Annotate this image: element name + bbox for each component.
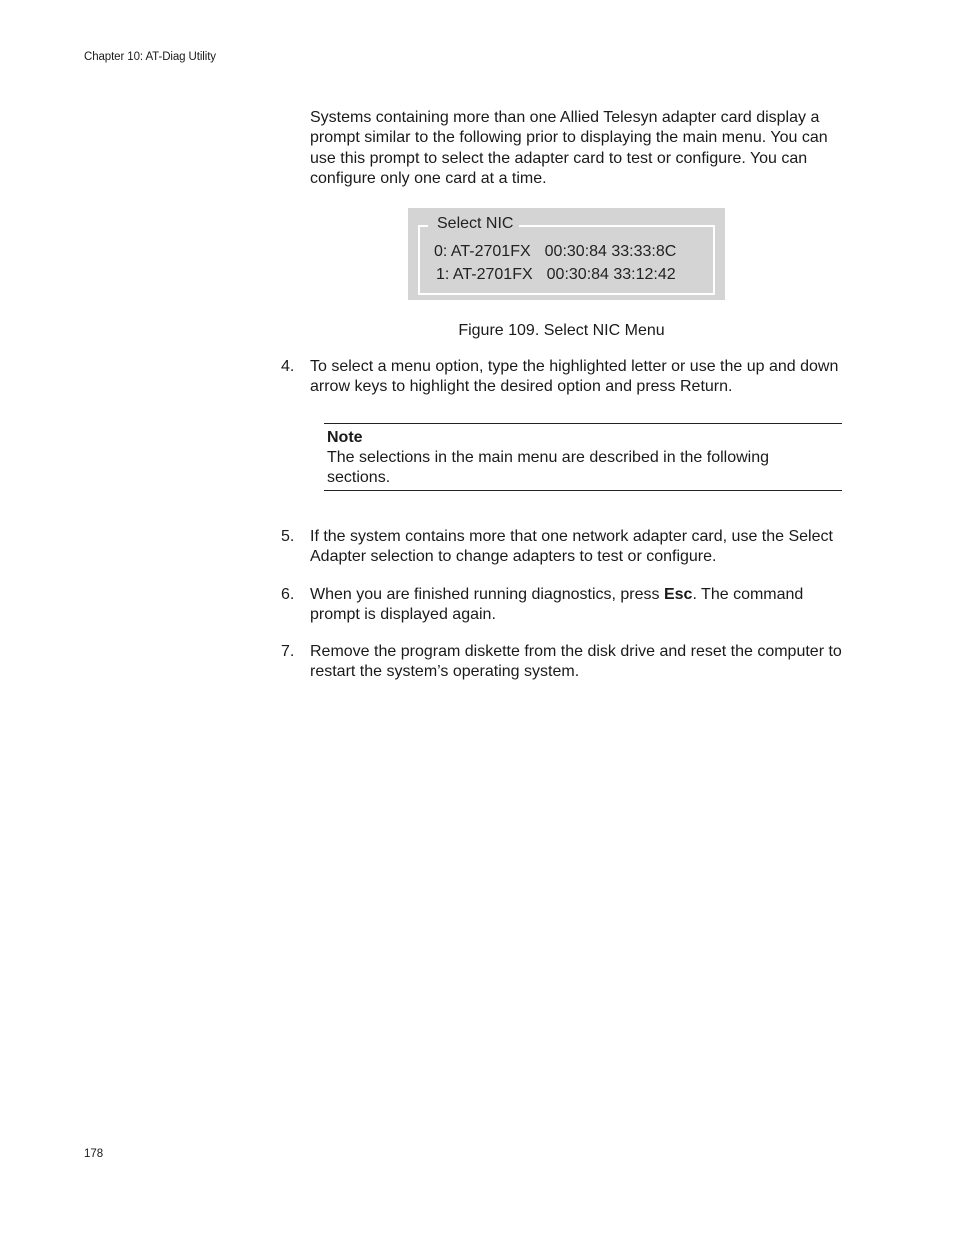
nic-row-0[interactable]: [434, 243, 676, 261]
step-5-number: 5.: [281, 528, 295, 545]
step-5-text: If the system contains more that one network adapter card, use the Select Adapter selection to change adapters to test or configure.: [310, 528, 833, 566]
page-number: 178: [84, 1148, 104, 1160]
step-6: [281, 585, 846, 626]
running-header: Chapter 10: AT-Diag Utility: [84, 51, 216, 63]
figure-caption: Figure 109. Select NIC Menu: [458, 322, 665, 339]
step-4: [281, 357, 846, 398]
nic-row-1-name: 1: AT-2701FX: [436, 266, 533, 283]
esc-key-label: Esc: [663, 586, 693, 603]
nic-row-1[interactable]: [436, 266, 676, 284]
select-nic-title: Select NIC: [428, 215, 519, 233]
nic-row-0-name: 0: AT-2701FX: [434, 243, 531, 260]
select-nic-figure: [408, 208, 725, 300]
step-6-text-before: When you are finished running diagnostics, press: [310, 586, 664, 603]
step-7-text: Remove the program diskette from the disk drive and reset the computer to restart the system’s operating system.: [310, 643, 842, 681]
step-7-number: 7.: [281, 643, 295, 660]
step-6-text-after: . The command prompt is displayed again.: [310, 586, 804, 624]
step-4-number: 4.: [281, 358, 295, 375]
step-7: [281, 642, 846, 683]
step-6-text: [310, 585, 846, 626]
step-4-text: To select a menu option, type the highlighted letter or use the up and down arrow keys to highlight the desired option and press Return.: [310, 358, 839, 396]
step-6-number: 6.: [281, 586, 295, 603]
note-box: [324, 423, 842, 491]
nic-row-0-mac: 00:30:84 33:33:8C: [544, 243, 677, 260]
nic-row-1-mac: 00:30:84 33:12:42: [546, 266, 676, 283]
note-title: Note: [327, 429, 363, 446]
step-5: [281, 527, 846, 568]
intro-paragraph: Systems containing more than one Allied Telesyn adapter card display a prompt similar to the following prior to displaying the main menu. You can use this prompt to select the adapter card to test or configure. You can configure only one card at a time.: [310, 109, 828, 187]
note-text: The selections in the main menu are described in the following sections.: [327, 449, 770, 487]
